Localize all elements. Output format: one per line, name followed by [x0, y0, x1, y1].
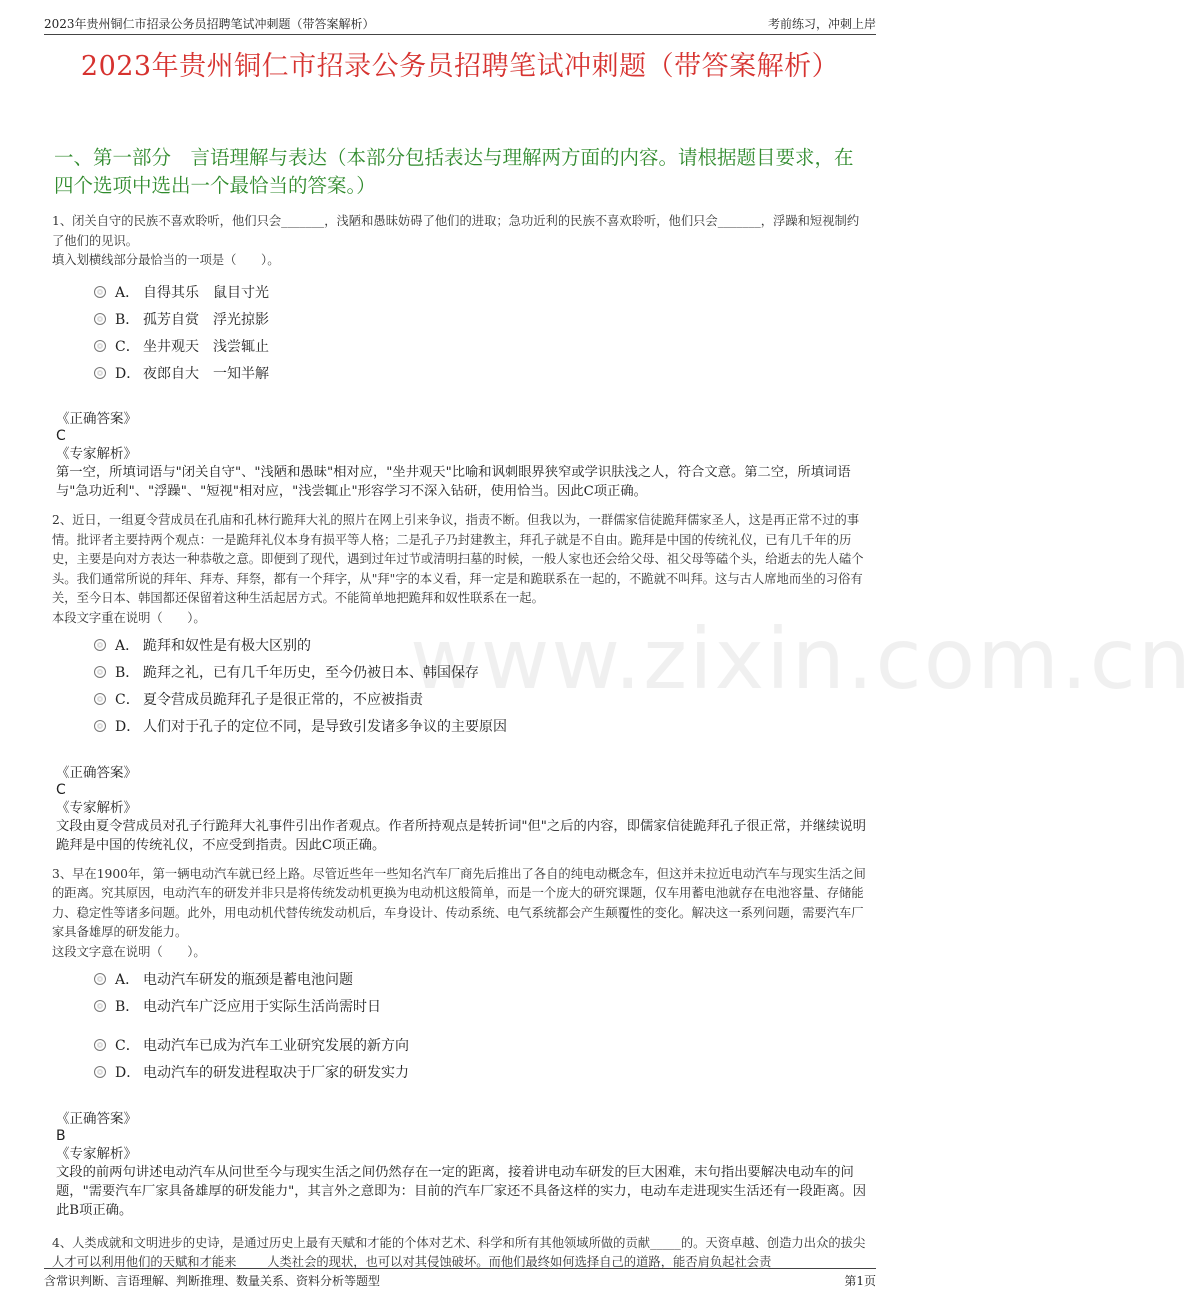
answer-block — [56, 764, 868, 817]
option-text: 自得其乐 鼠目寸光 — [143, 284, 269, 301]
analysis-label: 《专家解析》 — [56, 799, 137, 816]
option-b[interactable] — [94, 659, 868, 686]
option-letter: D． — [115, 1065, 141, 1081]
option-d[interactable] — [94, 1059, 868, 1086]
radio-icon[interactable] — [94, 639, 106, 651]
option-letter: D． — [115, 719, 141, 735]
option-c[interactable] — [94, 1032, 868, 1059]
option-text: 坐井观天 浅尝辄止 — [143, 338, 269, 355]
radio-icon[interactable] — [94, 313, 106, 325]
question-block — [52, 511, 868, 855]
answer-label: 《正确答案》 — [56, 411, 137, 427]
question-text: 2、近日，一组夏令营成员在孔庙和孔林行跪拜大礼的照片在网上引来争议，指责不断。但我以为，一群儒家信徒跪拜儒家圣人，这是再正常不过的事情。批评者主要持两个观点：一是跪拜礼仪本身有损平等人格；二是孔子乃封建教主，拜孔子就是不自由。跪拜是中国的传统礼仪，已有几千年的历史，主要是向对方表达一种恭敬之意。即便到了现代，遇到过年过节或清明扫墓的时候，一般人家也还会给父母、祖父母等磕个头，给逝去的先人磕个头。我们通常所说的拜年、拜寿、拜祭，都有一个拜字，从"拜"字的本义看，拜一定是和跪联系在一起的，不跪就不叫拜。这与古人席地而坐的习俗有关，至今日本、韩国都还保留着这种生活起居方式。不能简单地把跪拜和奴性联系在一起。 — [52, 513, 864, 605]
answer-label: 《正确答案》 — [56, 1110, 137, 1127]
header-right-slogan: 考前练习，冲刺上岸 — [767, 17, 876, 31]
question-list — [52, 212, 868, 1273]
question-prompt: 本段文字重在说明（ ）。 — [52, 610, 206, 625]
analysis-text: 文段由夏令营成员对孔子行跪拜大礼事件引出作者观点。作者所持观点是转折词"但"之后的内容，即儒家信徒跪拜孔子很正常，并继续说明跪拜是中国的传统礼仪，不应受到指责。因此C项正确。 — [56, 818, 867, 853]
option-letter: D． — [115, 365, 141, 382]
radio-icon[interactable] — [94, 1066, 106, 1078]
option-list — [94, 966, 868, 1086]
watermark: www.zixin.com.cn — [410, 610, 1193, 708]
page-footer — [44, 1268, 876, 1289]
question-block — [52, 1234, 868, 1273]
option-c[interactable] — [94, 332, 868, 359]
question-block — [52, 865, 868, 1220]
question-prompt: 填入划横线部分最恰当的一项是（ ）。 — [52, 253, 280, 267]
radio-icon[interactable] — [94, 367, 106, 379]
option-d[interactable] — [94, 359, 868, 386]
option-letter: C． — [115, 1038, 140, 1054]
radio-icon[interactable] — [94, 666, 106, 678]
analysis-text: 第一空，所填词语与"闭关自守"、"浅陋和愚昧"相对应，"坐井观天"比喻和讽刺眼界狭窄或学识肤浅之人，符合文意。第二空，所填词语与"急功近利"、"浮躁"、"短视"相对应，"浅尝辄止"形容学习不深入钻研，使用恰当。因此C项正确。 — [56, 465, 851, 499]
option-d[interactable] — [94, 713, 868, 740]
option-letter: A． — [115, 638, 140, 654]
analysis-label: 《专家解析》 — [56, 446, 137, 462]
option-b[interactable] — [94, 993, 868, 1020]
running-header — [44, 10, 876, 35]
option-a[interactable] — [94, 278, 868, 305]
answer-value: C — [56, 781, 66, 798]
answer-block — [56, 410, 868, 463]
option-a[interactable] — [94, 632, 868, 659]
radio-icon[interactable] — [94, 340, 106, 352]
section-heading: 一、第一部分 言语理解与表达（本部分包括表达与理解两方面的内容。请根据题目要求，在四个选项中选出一个最恰当的答案。） — [54, 146, 854, 197]
option-text: 夜郎自大 一知半解 — [143, 365, 269, 382]
option-text: 孤芳自赏 浮光掠影 — [143, 311, 269, 328]
option-a[interactable] — [94, 966, 868, 993]
option-list — [94, 278, 868, 386]
radio-icon[interactable] — [94, 693, 106, 705]
answer-value: B — [56, 1127, 66, 1144]
header-left-title: 2023年贵州铜仁市招录公务员招聘笔试冲刺题（带答案解析） — [44, 17, 375, 31]
option-letter: B． — [115, 311, 140, 328]
option-letter: B． — [115, 665, 140, 681]
analysis-label: 《专家解析》 — [56, 1145, 137, 1162]
radio-icon[interactable] — [94, 973, 106, 985]
radio-icon[interactable] — [94, 720, 106, 732]
option-list — [94, 632, 868, 740]
option-text: 电动汽车广泛应用于实际生活尚需时日 — [143, 999, 381, 1015]
question-text: 3、早在1900年，第一辆电动汽车就已经上路。尽管近些年一些知名汽车厂商先后推出了各自的纯电动概念车，但这并未拉近电动汽车与现实生活之间的距离。究其原因，电动汽车的研发并非只是将传统发动机更换为电动机这般简单，而是一个庞大的研究课题，仅车用蓄电池就存在电池容量、存储能力、稳定性等诸多问题。此外，用电动机代替传统发动机后，车身设计、传动系统、电气系统都会产生颠覆性的变化。解决这一系列问题，需要汽车厂家具备雄厚的研发能力。 — [52, 866, 866, 939]
option-letter: C． — [115, 692, 140, 708]
option-text: 夏令营成员跪拜孔子是很正常的，不应被指责 — [143, 692, 423, 708]
radio-icon[interactable] — [94, 1000, 106, 1012]
option-letter: A． — [115, 972, 140, 988]
analysis-text: 文段的前两句讲述电动汽车从问世至今与现实生活之间仍然存在一定的距离，接着讲电动车研发的巨大困难，末句指出要解决电动车的问题，"需要汽车厂家具备雄厚的研发能力"，其言外之意即为：目前的汽车厂家还不具备这样的实力，电动车走进现实生活还有一段距离。因此B项正确。 — [56, 1164, 867, 1218]
answer-block — [56, 1110, 868, 1163]
option-letter: C． — [115, 338, 140, 355]
question-prompt: 这段文字意在说明（ ）。 — [52, 944, 206, 959]
radio-icon[interactable] — [94, 286, 106, 298]
option-text: 电动汽车的研发进程取决于厂家的研发实力 — [143, 1065, 409, 1081]
answer-label: 《正确答案》 — [56, 764, 137, 781]
option-text: 电动汽车已成为汽车工业研究发展的新方向 — [143, 1038, 409, 1054]
footer-left-text: 含常识判断、言语理解、判断推理、数量关系、资料分析等题型 — [44, 1274, 381, 1288]
option-c[interactable] — [94, 686, 868, 713]
option-text: 跪拜之礼，已有几千年历史，至今仍被日本、韩国保存 — [143, 665, 479, 681]
option-text: 跪拜和奴性是有极大区别的 — [143, 638, 311, 654]
question-text: 4、人类成就和文明进步的史诗，是通过历史上最有天赋和才能的个体对艺术、科学和所有其他领域所做的贡献_____的。天资卓越、创造力出众的拔尖人才可以利用他们的天赋和才能来_____人类社会的现状，也可以对其侵蚀破坏。而他们最终如何选择自己的道路，能否肩负起社会责 — [52, 1235, 866, 1269]
option-text: 电动汽车研发的瓶颈是蓄电池问题 — [143, 972, 353, 988]
question-text: 1、闭关自守的民族不喜欢聆听，他们只会_______，浅陋和愚昧妨碍了他们的进取；急功近利的民族不喜欢聆听，他们只会_______，浮躁和短视制约了他们的见识。 — [52, 214, 860, 248]
answer-value: C — [56, 428, 66, 444]
question-block — [52, 212, 868, 501]
option-letter: B． — [115, 999, 140, 1015]
page-title: 2023年贵州铜仁市招录公务员招聘笔试冲刺题（带答案解析） — [80, 51, 840, 82]
option-b[interactable] — [94, 305, 868, 332]
page-number: 第1页 — [844, 1274, 876, 1288]
radio-icon[interactable] — [94, 1039, 106, 1051]
option-letter: A． — [115, 284, 140, 301]
option-text: 人们对于孔子的定位不同，是导致引发诸多争议的主要原因 — [143, 719, 507, 735]
